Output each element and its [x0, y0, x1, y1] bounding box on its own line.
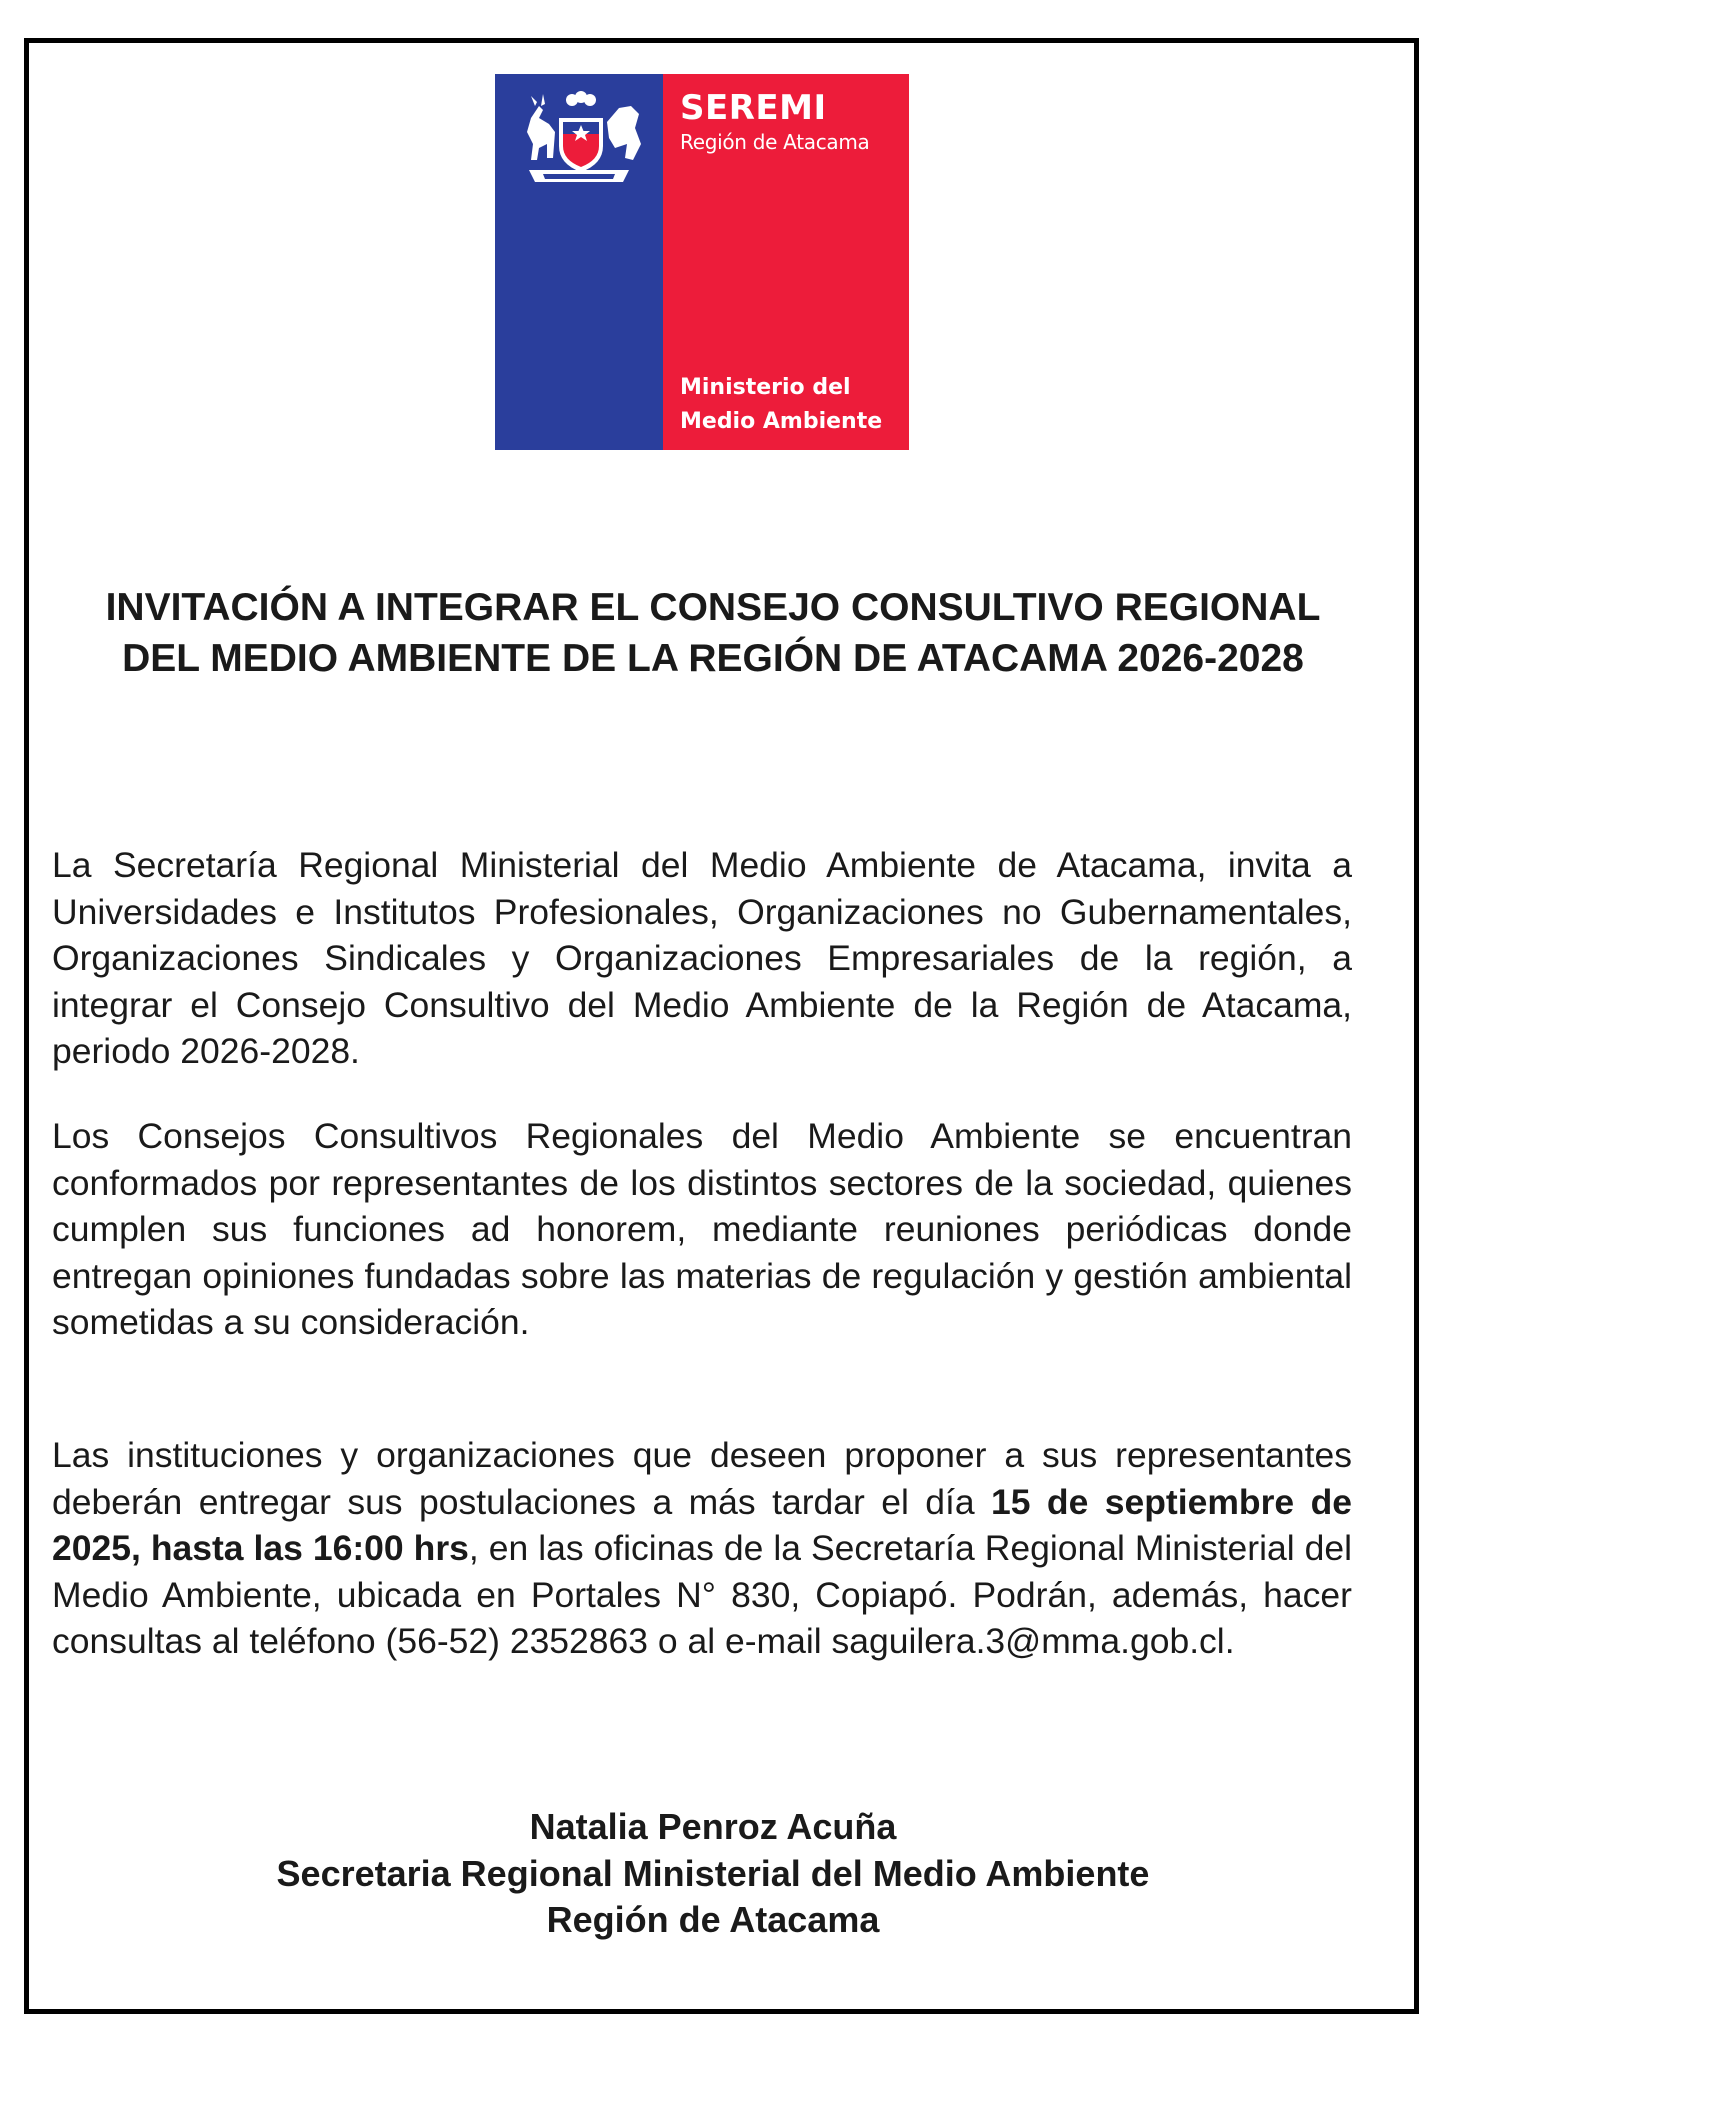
logo-region-label: Región de Atacama — [680, 130, 870, 154]
submission-text-before: Las instituciones y organizaciones que deseen proponer a sus representantes deberán entregar sus postulaciones a más tardar el día — [52, 1435, 1352, 1522]
submission-deadline: 15 de septiembre de 2025, hasta las 16:00 hrs — [52, 1481, 1353, 1569]
document-title: INVITACIÓN A INTEGRAR EL CONSEJO CONSULTIVO REGIONAL DEL MEDIO AMBIENTE DE LA REGIÓN DE ATACAMA 2026-2028 — [105, 586, 1321, 680]
signature-name: Natalia Penroz Acuña — [529, 1806, 897, 1847]
seremi-logo — [495, 74, 909, 450]
logo-ministry-line1: Ministerio del — [680, 375, 851, 400]
submission-text-after: , en las oficinas de la Secretaría Regional Ministerial del Medio Ambiente, ubicada en Portales N° 830, Copiapó. Podrán, además, hacer consultas al teléfono (56-52) 2352863 o al e-mail saguilera.3@mma.gob.cl. — [52, 1528, 1352, 1662]
signature-block — [100, 1804, 1326, 1944]
chile-coat-of-arms-icon — [509, 88, 649, 188]
logo-ministry-label — [680, 371, 882, 439]
logo-red-panel — [663, 74, 909, 450]
logo-seremi-title: SEREMI — [680, 88, 827, 128]
logo-blue-panel — [495, 74, 663, 450]
signature-position: Secretaria Regional Ministerial del Medio Ambiente — [276, 1852, 1150, 1894]
logo-ministry-line2: Medio Ambiente — [680, 409, 883, 434]
paragraph-submission-details — [52, 1432, 1352, 1665]
paragraph-invitation: La Secretaría Regional Ministerial del Medio Ambiente de Atacama, invita a Universidades e Institutos Profesionales, Organizaciones no Gubernamentales, Organizaciones Sindicales y Organizaciones Empresariales de la región, a integrar el Consejo Consultivo del Medio Ambiente de la Región de Atacama, periodo 2026-2028. — [52, 845, 1352, 1072]
signature-region: Región de Atacama — [546, 1899, 880, 1940]
paragraph-council-description: Los Consejos Consultivos Regionales del Medio Ambiente se encuentran conformados por representantes de los distintos sectores de la sociedad, quienes cumplen sus funciones ad honorem, mediante reuniones periódicas donde entregan opiniones fundadas sobre las materias de regulación y gestión ambiental sometidas a su consideración. — [52, 1116, 1352, 1343]
